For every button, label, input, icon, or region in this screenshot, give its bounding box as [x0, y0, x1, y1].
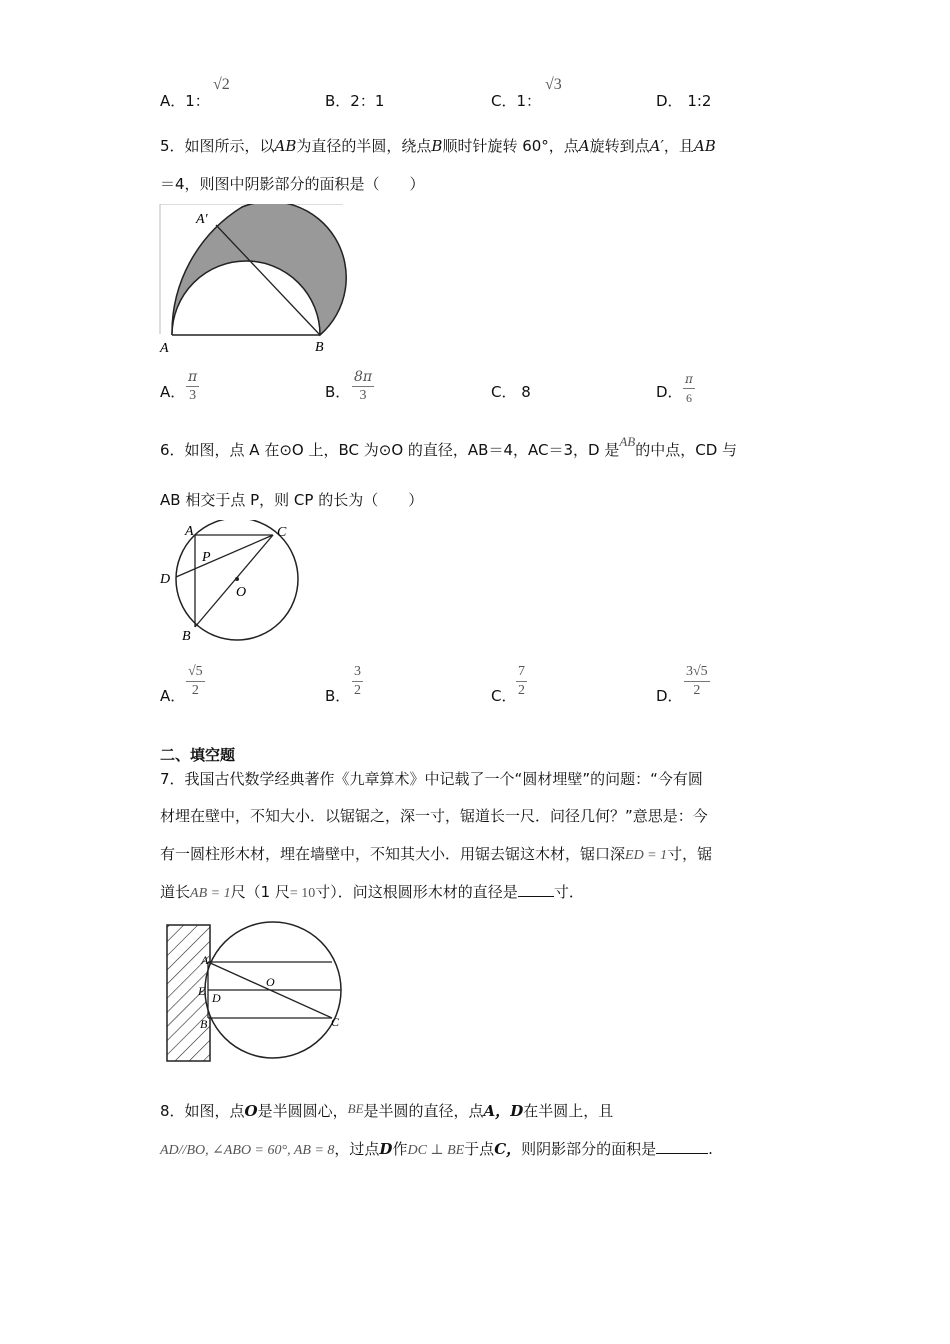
q4-option-b[interactable]: B．2：1 [325, 92, 385, 110]
q6-text-line2: AB 相交于点 P，则 CP 的长为（ ） [160, 491, 424, 509]
q5-text-line1: 5．如图所示，以AB为直径的半圆，绕点B顺时针旋转 60°，点A旋转到点A′，且AB [160, 137, 716, 155]
q7-label-d: D [212, 991, 221, 1005]
q6-text-line1: 6．如图，点 A 在⊙O 上，BC 为⊙O 的直径，AB＝4，AC＝3，D 是AB的中点，CD 与 [160, 434, 738, 459]
q6-label-o: O [236, 585, 247, 600]
q7-answer-blank[interactable] [518, 882, 554, 897]
q6-option-b[interactable]: B． [325, 687, 351, 705]
q5-option-b-fraction: 8π 3 [354, 369, 373, 403]
q4-option-d[interactable]: D． 1:2 [656, 92, 712, 110]
q7-figure [160, 920, 370, 1064]
q4-option-a-value: √2 [213, 76, 230, 93]
q5-text-line2: ＝4，则图中阴影部分的面积是（ ） [160, 175, 425, 193]
q8-condition: AD//BO, ∠ABO = 60°, AB = 8 [160, 1143, 335, 1158]
q6-label-a: A [185, 524, 194, 539]
q6-option-c-fraction: 7 2 [518, 664, 525, 698]
q7-text-line1: 7．我国古代数学经典著作《九章算术》中记载了一个“圆材埋壁”的问题：“今有圆 [160, 770, 703, 788]
q6-label-d: D [160, 572, 171, 587]
q5-option-a-fraction: π 3 [188, 369, 198, 403]
q7-text-line2: 材埋在壁中，不知大小．以锯锯之，深一寸，锯道长一尺．问径几何？”意思是：今 [160, 807, 708, 825]
q7-text-line4: 道长AB = 1尺（1 尺= 10寸）．问这根圆形木材的直径是 寸． [160, 883, 584, 901]
q5-label-b: B [315, 340, 324, 355]
q4-option-c-value: √3 [545, 76, 562, 93]
q7-label-c: C [331, 1015, 340, 1029]
q5-label-a: A [160, 341, 169, 356]
q6-option-b-fraction: 3 2 [354, 664, 361, 698]
q8-text-line2: AD//BO, ∠ABO = 60°, AB = 8，过点D作DC ⊥ BE于点C，则阴影部分的面积是 . [160, 1140, 713, 1158]
q6-label-p: P [202, 550, 211, 565]
q7-label-a: A [201, 953, 209, 967]
q4-option-c[interactable]: C．1： [491, 92, 542, 110]
section-2-title: 二、填空题 [160, 746, 236, 764]
q6-option-a[interactable]: A． [160, 687, 186, 705]
q6-option-c[interactable]: C． [491, 687, 517, 705]
q6-figure [156, 520, 304, 644]
q6-option-a-fraction: √5 2 [188, 664, 203, 698]
q5-option-c[interactable]: C． 8 [491, 383, 531, 401]
q5-option-b[interactable]: B． [325, 383, 351, 401]
q6-option-d[interactable]: D． [656, 687, 683, 705]
q6-arc-ab: AB [619, 434, 636, 449]
q5-option-d[interactable]: D． [656, 383, 683, 401]
q6-label-c: C [277, 525, 287, 540]
q7-text-line3: 有一圆柱形木材，埋在墙壁中，不知其大小．用锯去锯这木材，锯口深ED = 1寸，锯 [160, 845, 713, 863]
q8-answer-blank[interactable] [656, 1139, 708, 1154]
q6-option-d-fraction: 3√5 2 [686, 664, 708, 698]
q4-option-a[interactable]: A．1： [160, 92, 210, 110]
q8-text-line1: 8．如图，点O是半圆圆心，BE是半圆的直径，点A，D在半圆上，且 [160, 1101, 614, 1120]
q6-label-b: B [182, 629, 191, 644]
q7-label-b: B [200, 1017, 208, 1031]
q5-option-d-fraction: π 6 [685, 372, 693, 405]
q7-label-o: O [266, 975, 275, 989]
q5-label-a-prime: A′ [196, 212, 208, 227]
q7-label-e: E [198, 984, 206, 998]
q5-figure [158, 204, 348, 356]
q5-option-a[interactable]: A． [160, 383, 186, 401]
